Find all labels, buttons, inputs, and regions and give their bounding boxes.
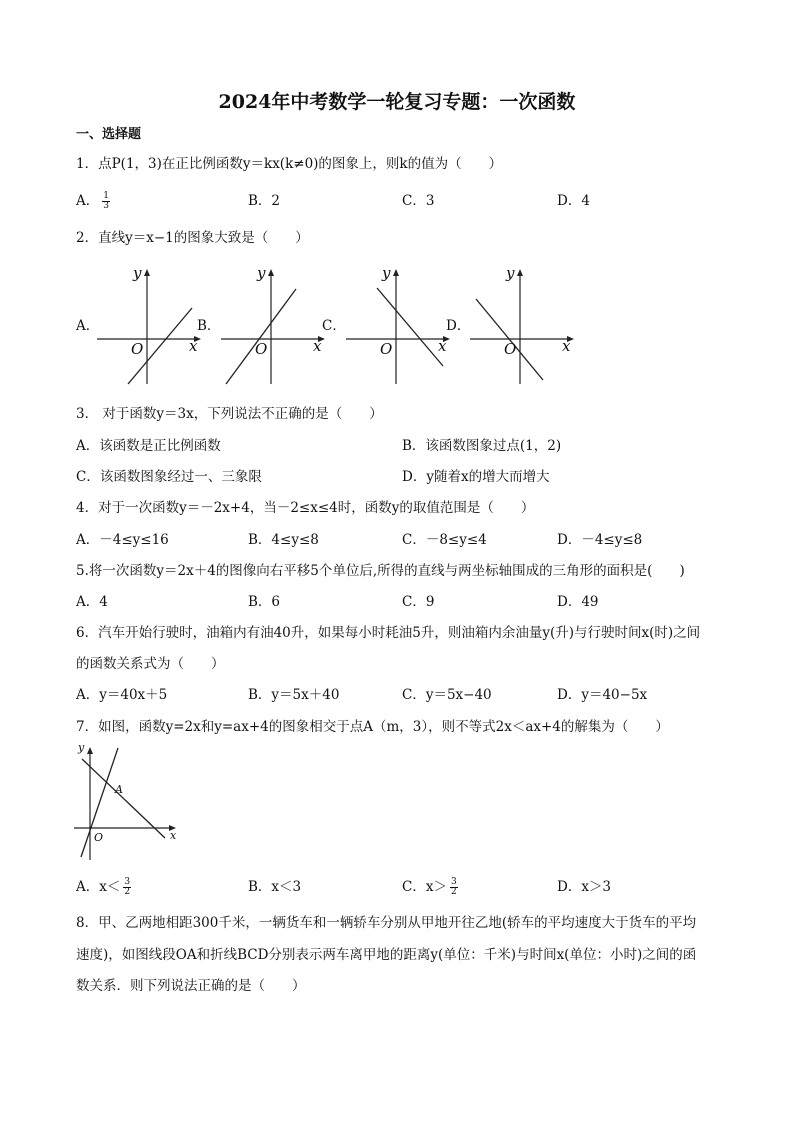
q1-option-a[interactable] [76,191,110,211]
q2-graph-a[interactable] [95,262,205,392]
q1-option-a-label: A． [76,193,100,209]
q6-option-c[interactable]: C．y＝5x−40 [402,687,492,703]
q2-graph-d[interactable] [468,262,578,392]
q2-option-c-label[interactable]: C． [322,318,346,334]
svg-text:A: A [115,783,123,796]
q4-option-b[interactable]: B．4≤y≤8 [248,532,319,548]
q3-option-a[interactable]: A．该函数是正比例函数 [76,438,221,454]
svg-text:O: O [131,340,144,358]
q7-option-d[interactable]: D．x＞3 [557,879,612,895]
question-8-stem-line3: 数关系．则下列说法正确的是（ ） [76,978,306,994]
svg-text:x: x [438,337,447,355]
svg-text:y: y [78,741,85,754]
svg-text:y: y [133,264,142,282]
section-heading: 一、选择题 [76,127,142,142]
question-1-stem: 1．点P(1，3)在正比例函数y＝kx(k≠0)的图象上，则k的值为（ ） [76,156,503,172]
q6-option-a[interactable]: A．y＝40x＋5 [76,687,168,703]
fraction-three-halves: $\frac{3}{2}$ [450,877,457,897]
q6-option-b[interactable]: B．y＝5x＋40 [248,687,340,703]
question-4-stem: 4．对于一次函数y＝－2x+4，当－2≤x≤4时，函数y的取值范围是（ ） [76,500,535,516]
q6-option-d[interactable]: D．y＝40−5x [557,687,648,703]
question-7-stem: 7．如图，函数y=2x和y=ax+4的图象相交于点A（m，3），则不等式2x＜ax+4的解集为（ ） [76,719,669,735]
q1-option-d[interactable]: D．4 [557,193,590,209]
svg-text:O: O [504,340,517,358]
q7-option-b[interactable]: B．x＜3 [248,879,302,895]
q1-option-b[interactable]: B．2 [248,193,281,209]
line-y-ax-plus-4 [82,759,165,838]
svg-text:x: x [313,337,322,355]
svg-text:x: x [189,337,198,355]
svg-text:y: y [257,264,266,282]
q2-option-b-label[interactable]: B． [197,318,221,334]
q2-graph-c[interactable] [344,262,454,392]
q2-graph-b[interactable] [219,262,329,392]
svg-text:O: O [380,340,393,358]
question-3-stem: 3． 对于函数y＝3x，下列说法不正确的是（ ） [76,406,383,422]
question-6-stem-line2: 的函数关系式为（ ） [76,656,225,672]
question-8-stem-line1: 8．甲、乙两地相距300千米，一辆货车和一辆轿车分别从甲地开往乙地(轿车的平均速度大于货车的平均 [76,915,697,931]
fraction-three-halves: $\frac{3}{2}$ [124,877,131,897]
question-6-stem-line1: 6．汽车开始行驶时，油箱内有油40升，如果每小时耗油5升，则油箱内余油量y(升)与行驶时间x(时)之间 [76,625,701,641]
q7-option-c[interactable] [402,877,458,897]
q5-option-c[interactable]: C．9 [402,594,435,610]
svg-text:y: y [382,264,391,282]
q4-option-d[interactable]: D．－4≤y≤8 [557,532,643,548]
q5-option-b[interactable]: B．6 [248,594,281,610]
q7-graph [72,738,187,867]
q3-option-c[interactable]: C．该函数图象经过一、三象限 [76,469,262,485]
fraction-one-third: $\frac{1}{3}$ [103,191,109,211]
q7-option-a[interactable] [76,877,131,897]
q7-option-a-label: A．x＜ [76,879,121,895]
svg-text:y: y [506,264,515,282]
page-title: 2024年中考数学一轮复习专题：一次函数 [218,91,576,113]
q7-option-c-label: C．x＞ [402,879,447,895]
svg-text:x: x [170,829,177,842]
q3-option-b[interactable]: B．该函数图象过点(1，2) [402,438,562,454]
q2-option-a-label[interactable]: A． [76,318,100,334]
question-5-stem: 5.将一次函数y＝2x＋4的图像向右平移5个单位后,所得的直线与两坐标轴围成的三角形的面积是( ) [76,563,685,579]
svg-text:O: O [255,340,268,358]
q3-option-d[interactable]: D．y随着x的增大而增大 [402,469,550,485]
svg-text:x: x [562,337,571,355]
svg-text:O: O [94,831,104,844]
question-2-stem: 2．直线y＝x−1的图象大致是（ ） [76,230,309,246]
q2-option-d-label[interactable]: D． [446,318,471,334]
q5-option-a[interactable]: A．4 [76,594,108,610]
q4-option-a[interactable]: A．－4≤y≤16 [76,532,169,548]
graph-line [226,289,296,384]
q5-option-d[interactable]: D．49 [557,594,599,610]
q4-option-c[interactable]: C．－8≤y≤4 [402,532,487,548]
question-8-stem-line2: 速度)，如图线段OA和折线BCD分别表示两车离甲地的距离y(单位：千米)与时间x(单位：小时)之间的函 [76,947,697,963]
q1-option-c[interactable]: C．3 [402,193,435,209]
